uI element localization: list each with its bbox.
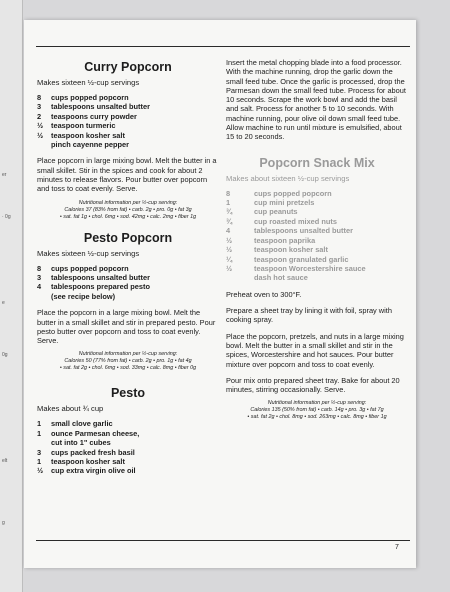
ingredient-row: ¾ cup peanuts: [226, 207, 298, 217]
snack-mix-preheat: Preheat oven to 300°F.: [226, 289, 302, 299]
top-rule: [36, 46, 410, 47]
ingredient-row: cut into 1" cubes: [51, 438, 111, 448]
snack-mix-step-3: Pour mix onto prepared sheet tray. Bake for about 20 minutes, stirring occasionally. Serve.: [226, 375, 400, 395]
pesto-title: Pesto: [110, 386, 146, 401]
ingredient-row: pinch cayenne pepper: [51, 140, 130, 150]
ingredient-row: ½ teaspoon paprika: [226, 235, 316, 245]
curry-nutrition: Nutritional information per ½-cup serving: Calories 37 (83% from fat) • carb. 2g • pro. 0g • fat 3g • sat. fat 1g • chol. 6mg • sod. 42mg • calc. 2mg • fiber 1g: [59, 199, 197, 220]
ingredient-row: ½ teaspoon kosher salt: [37, 130, 125, 140]
curry-yield: Makes sixteen ½-cup servings: [37, 78, 140, 87]
ingredient-row: ½ teaspoon kosher salt: [226, 245, 328, 255]
right-column: [226, 50, 408, 427]
pesto-popcorn-title: Pesto Popcorn: [83, 230, 173, 245]
ingredient-row: 1 cup mini pretzels: [226, 198, 315, 208]
pesto-popcorn-directions: Place the popcorn in a large mixing bowl. Melt the butter in a small skillet and stir in prepared pesto. Pour pesto butter over popcorn and toss to coat evenly. Serve.: [37, 308, 216, 346]
left-column: [37, 50, 219, 476]
edge-text: · 0g: [2, 214, 11, 220]
snack-mix-step-1: Prepare a sheet tray by lining it with foil, spray with cooking spray.: [226, 306, 392, 325]
bottom-rule: [36, 540, 410, 541]
ingredient-row: 1 teaspoon kosher salt: [37, 457, 125, 467]
snack-mix-yield: Makes about sixteen ½-cup servings: [226, 173, 350, 183]
snack-mix-nutrition: Nutritional information per ½-cup serving: Calories 135 (50% from fat) • carb. 14g • pro. 3g • fat 7g • sat. fat 2g • chol. 8mg • sod. 263mg • calc. 8mg • fiber 1g: [247, 400, 387, 421]
snack-mix-title: Popcorn Snack Mix: [259, 155, 375, 170]
edge-text: 0g: [2, 352, 8, 358]
ingredient-row: ¼ teaspoon granulated garlic: [226, 254, 349, 264]
edge-text: e: [2, 300, 5, 306]
ingredient-row: 8 cups popped popcorn: [37, 263, 129, 273]
ingredient-row: 3 tablespoons unsalted butter: [37, 273, 150, 283]
ingredient-row: 8 cups popped popcorn: [37, 93, 129, 102]
edge-text: elt: [2, 458, 8, 464]
ingredient-row: 4 tablespoons prepared pesto: [37, 282, 150, 292]
ingredient-row: 2 teaspoons curry powder: [37, 111, 137, 121]
ingredient-row: 8 cups popped popcorn: [226, 188, 332, 198]
curry-title: Curry Popcorn: [84, 60, 172, 74]
ingredient-row: ½ teaspoon Worcestershire sauce: [226, 263, 366, 273]
pesto-directions: Insert the metal chopping blade into a food processor. With the machine running, drop the garlic down the small feed tube. Once the garlic is processed, drop the Parmesan down the small feed tube. Process for about 10 seconds. Scrape the work bowl and add the basil and salt. Process for another 5 to 10 seconds. With machine running, pour olive oil down small feed tube. Allow machine to run until mixture is emulsified, about 15 to 20 seconds.: [226, 58, 406, 142]
snack-mix-step-2: Place the popcorn, pretzels, and nuts in a large mixing bowl. Melt the butter in a small skillet and stir in the spices, Worcestershire and hot sauces. Pour butter mixture over popcorn and toss to coat evenly.: [226, 331, 404, 369]
ingredient-row: ¾ cup roasted mixed nuts: [226, 216, 337, 226]
curry-directions: Place popcorn in large mixing bowl. Melt the butter in a small skillet. Stir in the spices and cook for about 2 minutes to release flavors. Pour butter over popcorn and toss to coat evenly. Serve.: [37, 156, 217, 194]
ingredient-row: dash hot sauce: [254, 273, 308, 283]
ingredient-row: 3 tablespoons unsalted butter: [37, 102, 150, 112]
pesto-popcorn-ingredients: [37, 264, 219, 302]
ingredient-row: (see recipe below): [51, 291, 116, 301]
ingredient-row: ½ cup extra virgin olive oil: [37, 466, 136, 476]
snack-mix-ingredients: [226, 189, 408, 283]
edge-text: g: [2, 520, 5, 526]
ingredient-row: 1 small clove garlic: [37, 419, 113, 429]
ingredient-row: 3 cups packed fresh basil: [37, 447, 135, 457]
recipe-page: [24, 20, 416, 568]
pesto-yield: Makes about ¾ cup: [37, 404, 104, 414]
page-number: 7: [395, 544, 399, 551]
pesto-popcorn-nutrition: Nutritional information per ½-cup serving: Calories 50 (77% from fat) • carb. 2g • pro. 1g • fat 4g • sat. fat 2g • chol. 6mg • sod. 33mg • calc. 8mg • fiber 0g: [59, 351, 197, 372]
ingredient-row: 1 ounce Parmesan cheese,: [37, 428, 140, 438]
curry-ingredients: [37, 93, 219, 149]
adjacent-page-edge: [0, 0, 23, 592]
edge-text: er: [2, 172, 7, 178]
pesto-ingredients: [37, 419, 219, 475]
ingredient-row: ½ teaspoon turmeric: [37, 121, 116, 131]
pesto-popcorn-yield: Makes sixteen ½-cup servings: [37, 248, 140, 258]
ingredient-row: 4 tablespoons unsalted butter: [226, 226, 353, 236]
